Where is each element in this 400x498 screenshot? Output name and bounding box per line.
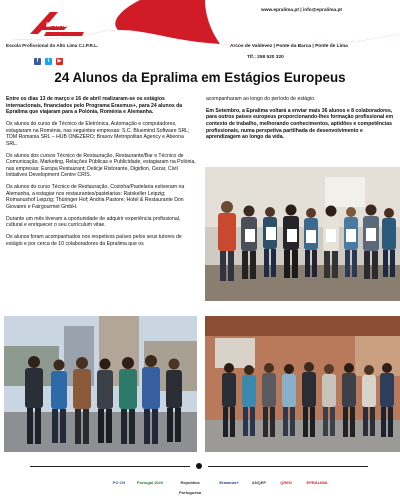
partner-logo-portugal2020: Portugal 2020 (136, 480, 164, 485)
website-email[interactable]: www.epralima.pt | info@epralima.pt (260, 8, 342, 13)
footer-rule-right (208, 466, 368, 467)
partner-logo-republica: República Portuguesa (178, 480, 201, 495)
partner-logo-erasmus: Erasmus+ (219, 480, 239, 485)
photo-group-institution (205, 316, 400, 452)
paragraph-poland: Os alunos dos cursos Técnico de Restauração, Restaurante/Bar e Técnico de Comunicação, Marketing, Relações Públicas e Publicidade, estagiaram na Polónia, nas empresas: Europa Restaurant; Delicje Ristorante, Digidion, Cezar, Civil Initiatives Development Centre CRIS. (6, 152, 196, 179)
partner-logo-anqep: ANQEP (251, 480, 267, 485)
paragraph-romania: Os alunos do curso de Técnico de Eletrónica, Automação e computadores, estagiaram na Roménia, nas seguintes empresas: S.C. Bluemind Software SRL; TDM Romania SRL – HUB ONEZERO; Brasov Metropolitan Agency e Abeona SRL. (6, 120, 190, 147)
article-title: 24 Alunos da Epralima em Estágios Europeus (54, 70, 346, 85)
school-name: Escola Profissional do Alto Lima C.I.P.R.L. (6, 43, 99, 48)
article-right-column (206, 96, 396, 146)
photo-group-certificates (205, 167, 400, 301)
paragraph-continuation: acompanharam ao longo do período de estágio. (206, 96, 316, 102)
paragraph-intro: Entre os dias 13 de março e 16 de abril realizaram-se os estágios internacionais, financiados pelo Programa Erasmus+, para 24 alunos da Epralima que viajaram para a Polónia, Roménia e Alemanha. (6, 96, 183, 116)
footer-dot (196, 463, 202, 469)
partner-logo-qren: QREN (280, 480, 292, 485)
youtube-icon[interactable]: ▶ (57, 58, 62, 64)
paragraph-september: Em Setembro, a Epralima voltará a enviar mais 36 alunos e 8 colaboradores, para outros países europeus proporcionando-lhes formação profissional em contexto de trabalho, melhorando conhecimentos, aptidões e competências profissionais, numa perspetiva partilhada de desenvolvimento e aprendizagem ao longo da vida. (206, 107, 394, 141)
locations: Arcos de Valdevez | Ponte da Barca | Ponte de Lima (230, 44, 348, 49)
article-left-column (6, 96, 196, 252)
phone: Tlf.: 258 520 320 (247, 55, 284, 60)
photo-group-outdoors (4, 316, 197, 452)
paragraph-tutors: Os alunos foram acompanhados nos respetivos países pelos seus tutores de estágio e por cerca de 10 colaboradores da Epralima que os (6, 234, 182, 247)
footer-rule-left (30, 466, 190, 467)
partner-logos (108, 474, 398, 495)
partner-logo-epralima: EPRALIMA (306, 480, 328, 485)
logo-text: EPRALIMA (46, 23, 79, 29)
twitter-icon[interactable]: t (45, 58, 52, 65)
social-links (34, 58, 63, 65)
paragraph-experience: Durante um mês tiveram a oportunidade de adquirir experiência profissional, cultural e enriquecer o seu currículum vitae. (6, 215, 181, 229)
paragraph-germany: Os alunos do curso Técnico de Restauração, Cozinha/Pastelaria estiveram na Alemanha, a estagiar nos restaurantes/pastelarias: Ratskeller Leipzig; Romanushof Leipzig; Thüringer Hof; Andria Pastore; Hotel & Restaurante Don Giovanni e Fairgourmet GmbH. (6, 184, 185, 210)
facebook-icon[interactable]: f (34, 58, 41, 65)
partner-logo-poch: PO CH (112, 480, 126, 485)
